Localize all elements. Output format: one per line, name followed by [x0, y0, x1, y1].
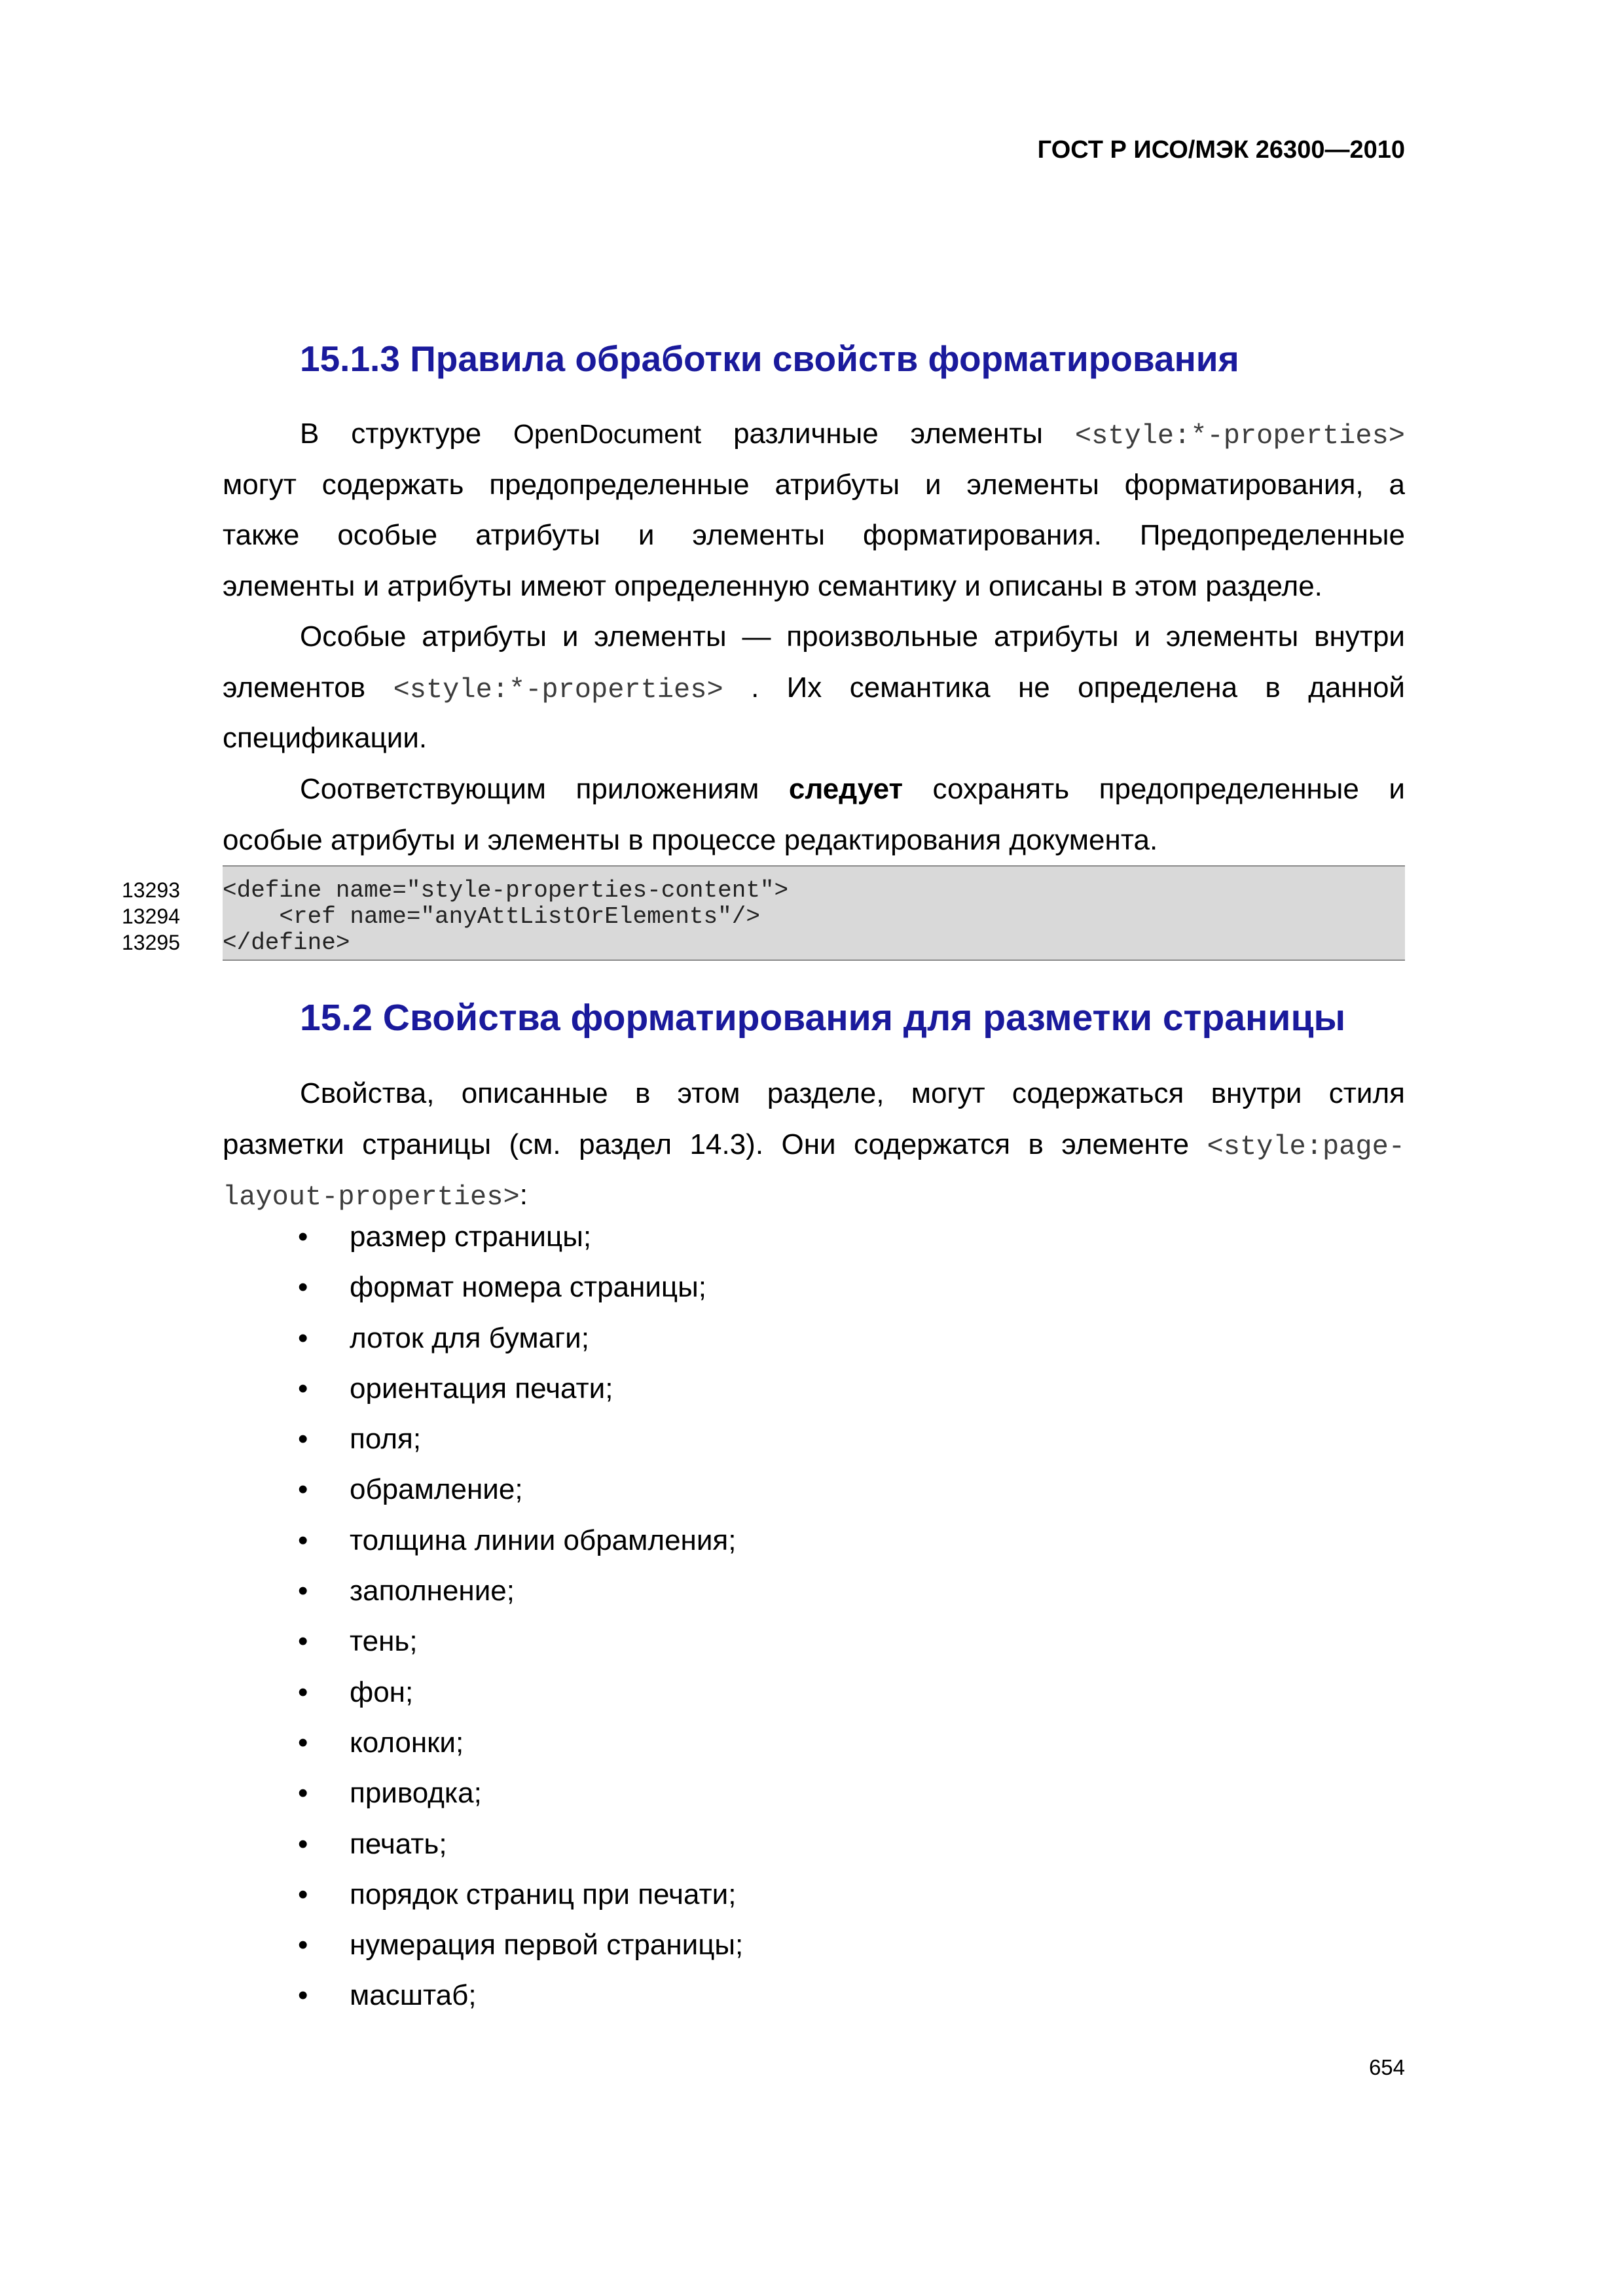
paragraph-line: особые атрибуты и элементы в процессе редактирования документа.: [223, 823, 1158, 856]
paragraph-special-attributes: [223, 611, 1405, 764]
list-item-text: обрамление;: [350, 1473, 523, 1506]
bullet-icon: •: [298, 1372, 308, 1405]
bullet-icon: •: [298, 1827, 308, 1860]
list-item-text: нумерация первой страницы;: [350, 1929, 744, 1962]
code-line: <ref name="anyAttListOrElements"/>: [223, 903, 760, 930]
list-item-text: колонки;: [350, 1726, 464, 1759]
code-line: <define name="style-properties-content">: [223, 877, 789, 904]
text-run: . Их семантика не определена в данной: [751, 671, 1405, 704]
bullet-icon: •: [298, 1625, 308, 1658]
bullet-icon: •: [298, 1929, 308, 1962]
bullet-icon: •: [298, 1777, 308, 1810]
list-item-text: поля;: [350, 1423, 422, 1456]
list-item-text: размер страницы;: [350, 1221, 592, 1253]
list-item-text: лоток для бумаги;: [350, 1321, 589, 1354]
list-item-text: толщина линии обрамления;: [350, 1524, 737, 1556]
code-line-number: 13294: [122, 905, 180, 928]
text-run: :: [519, 1179, 528, 1211]
paragraph-line: [223, 764, 1405, 815]
bullet-icon: •: [298, 1271, 308, 1304]
section-heading-15-1-3: 15.1.3 Правила обработки свойств форматирования: [300, 338, 1239, 379]
paragraph-line: спецификации.: [223, 722, 428, 754]
list-item-text: порядок страниц при печати;: [350, 1878, 737, 1910]
bullet-icon: •: [298, 1726, 308, 1759]
text-run: Соответствующим приложениям: [300, 773, 759, 805]
text-run: разметки страницы (см. раздел 14.3). Они содержатся в элементе: [223, 1128, 1190, 1160]
code-line-number: 13295: [122, 931, 180, 954]
list-item-text: тень;: [350, 1625, 418, 1658]
paragraph-line: также особые атрибуты и элементы форматирования. Предопределенные: [223, 519, 1405, 551]
list-item-text: масштаб;: [350, 1979, 477, 2012]
bullet-icon: •: [298, 1676, 308, 1708]
paragraph-line: [223, 408, 1405, 459]
paragraph-line: Особые атрибуты и элементы — произвольные атрибуты и элементы внутри: [300, 620, 1405, 653]
inline-code: <style:page-: [1207, 1130, 1405, 1162]
bullet-icon: •: [298, 1221, 308, 1253]
paragraph-applications: [223, 764, 1405, 865]
bullet-icon: •: [298, 1979, 308, 2012]
running-header: ГОСТ Р ИСО/МЭК 26300—2010: [1037, 136, 1405, 164]
code-line: </define>: [223, 929, 350, 956]
bullet-icon: •: [298, 1473, 308, 1506]
list-item-text: печать;: [350, 1827, 447, 1860]
paragraph-page-layout: [223, 1068, 1405, 1221]
inline-code: <style:*-properties>: [1074, 420, 1405, 452]
text-run: элементов: [223, 671, 366, 704]
paragraph-line: [223, 1170, 1405, 1221]
bullet-icon: •: [298, 1878, 308, 1910]
text-run: различные элементы: [733, 418, 1044, 450]
text-run: OpenDocument: [513, 419, 702, 449]
list-item-text: ориентация печати;: [350, 1372, 613, 1405]
list-item-text: фон;: [350, 1676, 414, 1708]
page-number: 654: [1368, 2055, 1405, 2079]
inline-code: layout-properties>: [223, 1181, 520, 1213]
bullet-icon: •: [298, 1575, 308, 1607]
code-block: [223, 865, 1405, 961]
code-line-number: 13293: [122, 878, 180, 902]
inline-code: <style:*-properties>: [393, 673, 723, 706]
list-item-text: заполнение;: [350, 1575, 515, 1607]
text-run: В структуре: [300, 418, 482, 450]
section-heading-15-2: 15.2 Свойства форматирования для разметки страницы: [300, 997, 1346, 1039]
bullet-icon: •: [298, 1524, 308, 1556]
bullet-icon: •: [298, 1423, 308, 1456]
bullet-icon: •: [298, 1321, 308, 1354]
paragraph-line: могут содержать предопределенные атрибуты и элементы форматирования, а: [223, 468, 1405, 501]
paragraph-line: [223, 662, 1405, 713]
paragraph-line: Свойства, описанные в этом разделе, могут содержаться внутри стиля: [300, 1077, 1405, 1109]
list-item-text: приводка;: [350, 1777, 482, 1810]
list-item-text: формат номера страницы;: [350, 1271, 706, 1304]
paragraph-line: элементы и атрибуты имеют определенную семантику и описаны в этом разделе.: [223, 569, 1322, 602]
bold-text: следует: [788, 773, 903, 805]
paragraph-line: [223, 1119, 1405, 1170]
paragraph-structure: [223, 408, 1405, 611]
text-run: сохранять предопределенные и: [932, 773, 1405, 805]
